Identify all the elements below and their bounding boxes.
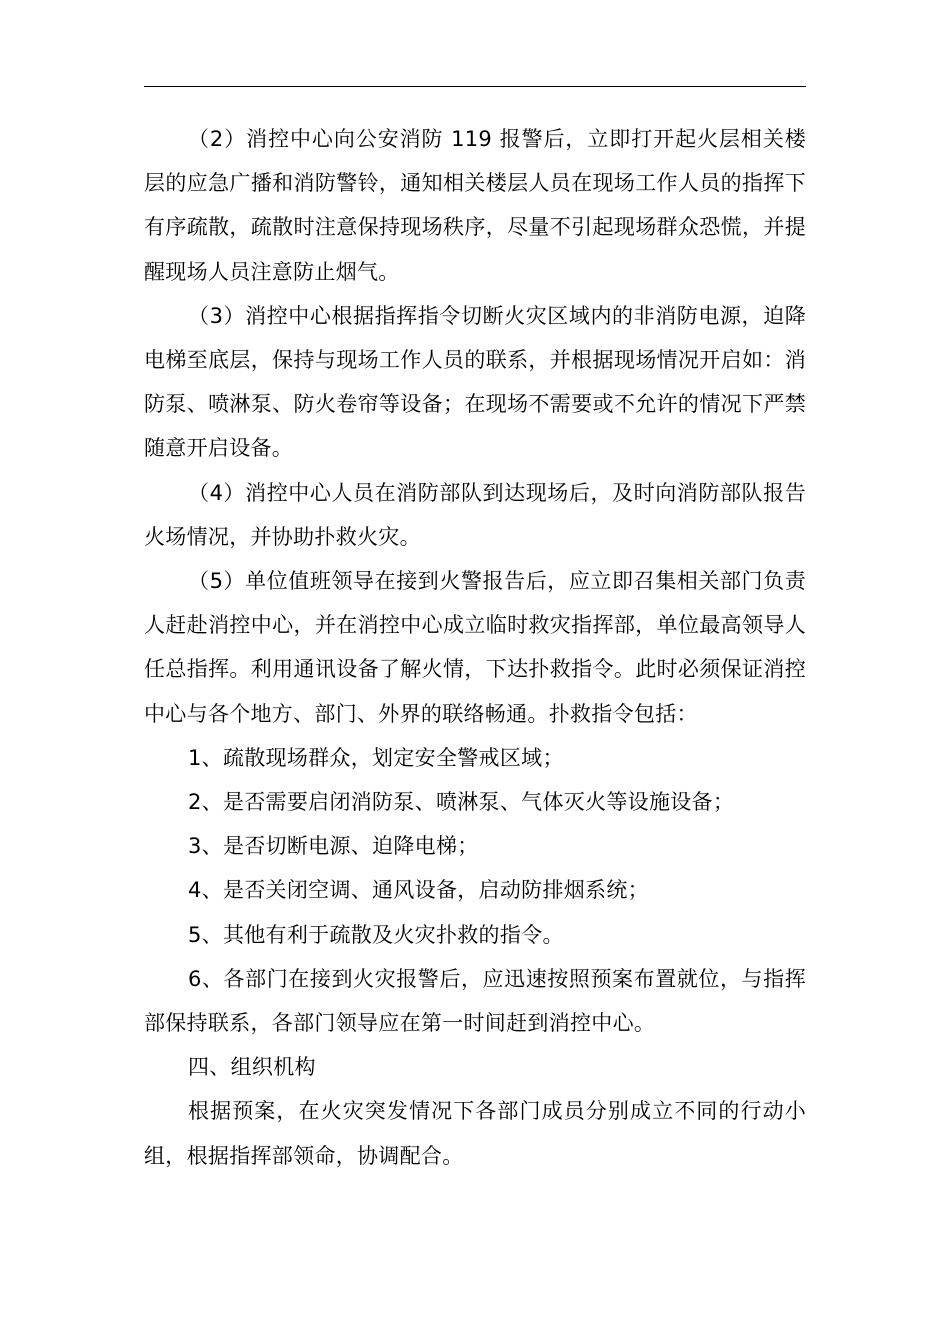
list-item-power-elevator: 3、是否切断电源、迫降电梯； (188, 834, 479, 859)
list-item-pumps: 2、是否需要启闭消防泵、喷淋泵、气体灭火等设施设备； (188, 790, 735, 815)
list-item-ventilation: 4、是否关闭空调、通风设备，启动防排烟系统； (188, 878, 649, 903)
paragraph-fire-brigade-report: （4）消控中心人员在消防部队到达现场后，及时向消防部队报告火场情况，并协助扑救火灾。 (144, 480, 806, 549)
paragraph-command-center: （5）单位值班领导在接到火警报告后，应立即召集相关部门负责人赶赴消控中心，并在消控中心成立临时救灾指挥部，单位最高领导人任总指挥。利用通讯设备了解火情，下达扑救指令。此时必须保证消控中心与各个地方、部门、外界的联络畅通。扑救指令包括： (144, 569, 806, 726)
list-item-departments: 6、各部门在接到火灾报警后，应迅速按照预案布置就位，与指挥部保持联系，各部门领导应在第一时间赶到消控中心。 (144, 966, 806, 1036)
list-item-other-orders: 5、其他有利于疏散及火灾扑救的指令。 (188, 922, 564, 947)
paragraph-fire-alarm-broadcast: （2）消控中心向公安消防 119 报警后，立即打开起火层相关楼层的应急广播和消防警铃，通知相关楼层人员在现场工作人员的指挥下有序疏散，疏散时注意保持现场秩序，尽量不引起现场群众恐慌，并提醒现场人员注意防止烟气。 (144, 127, 806, 284)
document-body (144, 117, 806, 1178)
header-rule (144, 86, 806, 87)
list-item-evacuate: 1、疏散现场群众，划定安全警戒区域； (188, 745, 564, 770)
paragraph-power-cutoff: （3）消控中心根据指挥指令切断火灾区域内的非消防电源，迫降电梯至底层，保持与现场工作人员的联系，并根据现场情况开启如：消防泵、喷淋泵、防火卷帘等设备；在现场不需要或不允许的情况下严禁随意开启设备。 (144, 303, 806, 461)
paragraph-action-groups: 根据预案，在火灾突发情况下各部门成员分别成立不同的行动小组，根据指挥部领命，协调配合。 (144, 1099, 806, 1168)
section-heading-organization: 四、组织机构 (188, 1055, 316, 1080)
